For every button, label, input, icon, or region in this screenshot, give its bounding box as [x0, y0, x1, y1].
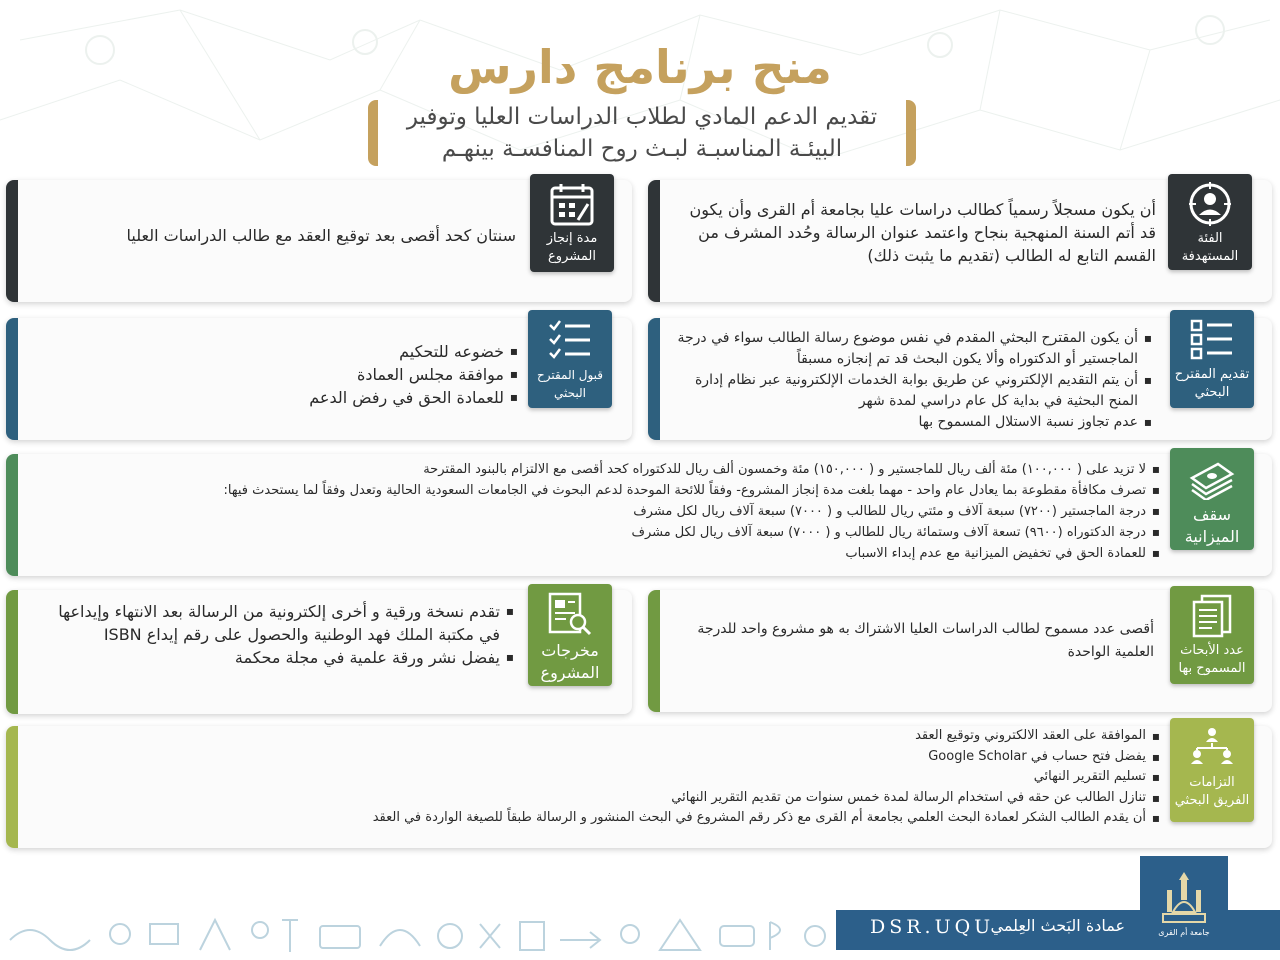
card-accent-bar: [648, 318, 660, 440]
document-search-icon: [546, 592, 594, 636]
list-item: ▪ لا تزيد على ( ١٠٠,٠٠٠) مئة ألف ريال للماجستير و ( ١٥٠,٠٠٠) مئة وخمسون ألف ريال للدكتوراه كحد أقصى مع الالتزام بالبنود المقترحة: [224, 459, 1160, 480]
target-person-icon: [1186, 182, 1234, 226]
budget-card: [6, 454, 1272, 576]
proposal-submission-tile: [1170, 310, 1254, 408]
team-obligations-label: التزامات الفريق البحثي: [1174, 775, 1250, 808]
list-item: ▪ تصرف مكافأة مقطوعة بما يعادل عام واحد - مهما بلغت مدة إنجاز المشروع- وفقاً للائحة الموحدة لدعم البحوث في الجامعات السعودية الحالية وتعدل وفقاً لما يستحدث فيها:: [224, 480, 1160, 501]
proposal-submission-list: [674, 328, 1152, 433]
documents-icon: [1188, 594, 1236, 638]
page-title: منح برنامج دارس: [448, 40, 832, 94]
list-item: ▪ أن يقدم الطالب الشكر لعمادة البحث العلمي بجامعة أم القرى مع ذكر رقم المشروع في البحث المنشور و الرسالة طبقاً للصيغة الواردة في العقد: [373, 808, 1160, 829]
university-logo-icon: [1159, 870, 1209, 926]
card-accent-bar: [6, 180, 18, 302]
target-group-text: أن يكون مسجلاً رسمياً كطالب دراسات عليا بجامعة أم القرى وأن يكون قد أتم السنة المنهجية بنجاح واعتمد عنوان الرسالة وحُدد المشرف من القسم التابع له الطالب (تقديم ما يثبت ذلك): [689, 200, 1156, 265]
team-obligations-list: [373, 726, 1160, 829]
outputs-tile: [528, 584, 612, 686]
proposal-acceptance-list: [309, 340, 518, 409]
list-item: ▪ عدم تجاوز نسبة الاستلال المسموح بها: [674, 412, 1152, 433]
list-item: ▪ الموافقة على العقد الالكتروني وتوقيع العقد: [373, 726, 1160, 747]
outputs-list: [44, 600, 514, 669]
card-accent-bar: [648, 180, 660, 302]
university-name: جامعة أم القرى: [1158, 927, 1210, 937]
university-logo: [1140, 856, 1228, 950]
duration-label: مدة إنجاز المشروع: [546, 231, 598, 264]
list-item: ▪ خضوعه للتحكيم: [309, 340, 518, 363]
duration-tile: [530, 174, 614, 272]
team-network-icon: [1188, 726, 1236, 770]
allowed-research-tile: [1170, 586, 1254, 684]
list-item: ▪ للعمادة الحق في تخفيض الميزانية مع عدم إبداء الاسباب: [224, 543, 1160, 564]
list-item: ▪ يفضل نشر ورقة علمية في مجلة محكمة: [44, 646, 514, 669]
team-obligations-tile: [1170, 718, 1254, 822]
list-item: ▪ درجة الماجستير (٧٢٠٠) سبعة آلاف و مئتي ريال للطالب و ( ٧٠٠٠) سبعة آلاف ريال لكل مشرف: [224, 501, 1160, 522]
target-group-label: الفئة المستهدفة: [1181, 231, 1239, 264]
allowed-research-text: أقصى عدد مسموح لطالب الدراسات العليا الاشتراك به هو مشروع واحد للدرجة العلمية الواحدة: [697, 621, 1154, 660]
subtitle-line-1: تقديم الدعم المادي لطلاب الدراسات العليا وتوفير: [406, 104, 878, 130]
card-accent-bar: [6, 590, 18, 714]
proposal-acceptance-tile: [528, 310, 612, 408]
budget-list: [224, 459, 1160, 564]
card-accent-bar: [6, 726, 18, 848]
team-obligations-card: [6, 726, 1272, 848]
allowed-research-label: عدد الأبحاث المسموح بها: [1178, 643, 1246, 676]
card-accent-bar: [6, 454, 18, 576]
list-item: ▪ تنازل الطالب عن حقه في استخدام الرسالة لمدة خمس سنوات من تقديم التقرير النهائي: [373, 788, 1160, 809]
target-group-tile: [1168, 174, 1252, 270]
subtitle-box: [368, 100, 916, 166]
footer-site: DSR.UQU: [870, 916, 995, 938]
budget-label: سقف الميزانية: [1184, 505, 1240, 546]
checklist-icon: [546, 318, 594, 362]
list-item: ▪ تقدم نسخة ورقية و أخرى إلكترونية من الرسالة بعد الانتهاء وإيداعها في مكتبة الملك فهد الوطنية والحصول على رقم إيداع ISBN: [44, 600, 514, 646]
proposal-acceptance-label: قبول المقترح البحثي: [536, 368, 604, 400]
list-item: ▪ أن يتم التقديم الإلكتروني عن طريق بوابة الخدمات الإلكترونية عبر نظام إدارة المنح البحثية في بداية كل عام دراسي لمدة شهر: [674, 370, 1152, 412]
list-item: ▪ تسليم التقرير النهائي: [373, 767, 1160, 788]
card-accent-bar: [648, 590, 660, 712]
outputs-label: مخرجات المشروع: [540, 641, 600, 682]
doodles-decoration: [0, 900, 836, 960]
list-icon: [1188, 318, 1236, 362]
money-stack-icon: [1188, 456, 1236, 500]
proposal-submission-label: تقديم المقترح البحثي: [1174, 367, 1250, 400]
list-item: ▪ درجة الدكتوراه (٩٦٠٠) تسعة آلاف وستمائة ريال للطالب و ( ٧٠٠٠) سبعة آلاف ريال لكل مشرف: [224, 522, 1160, 543]
list-item: ▪ يفضل فتح حساب في Google Scholar: [373, 747, 1160, 768]
budget-tile: [1170, 448, 1254, 550]
list-item: ▪ للعمادة الحق في رفض الدعم: [309, 386, 518, 409]
list-item: ▪ أن يكون المقترح البحثي المقدم في نفس موضوع رسالة الطالب سواء في درجة الماجستير أو الدكتوراه وألا يكون البحث قد تم إنجازه مسبقاً: [674, 328, 1152, 370]
list-item: ▪ موافقة مجلس العمادة: [309, 363, 518, 386]
footer-deanship: عمادة البَحث العِلمي: [990, 916, 1125, 935]
subtitle-line-2: البيئـة المناسبـة لبـث روح المنافسـة بينهـم: [441, 136, 843, 162]
duration-text: سنتان كحد أقصى بعد توقيع العقد مع طالب الدراسات العليا: [126, 226, 516, 245]
calendar-icon: [548, 182, 596, 226]
card-accent-bar: [6, 318, 18, 440]
